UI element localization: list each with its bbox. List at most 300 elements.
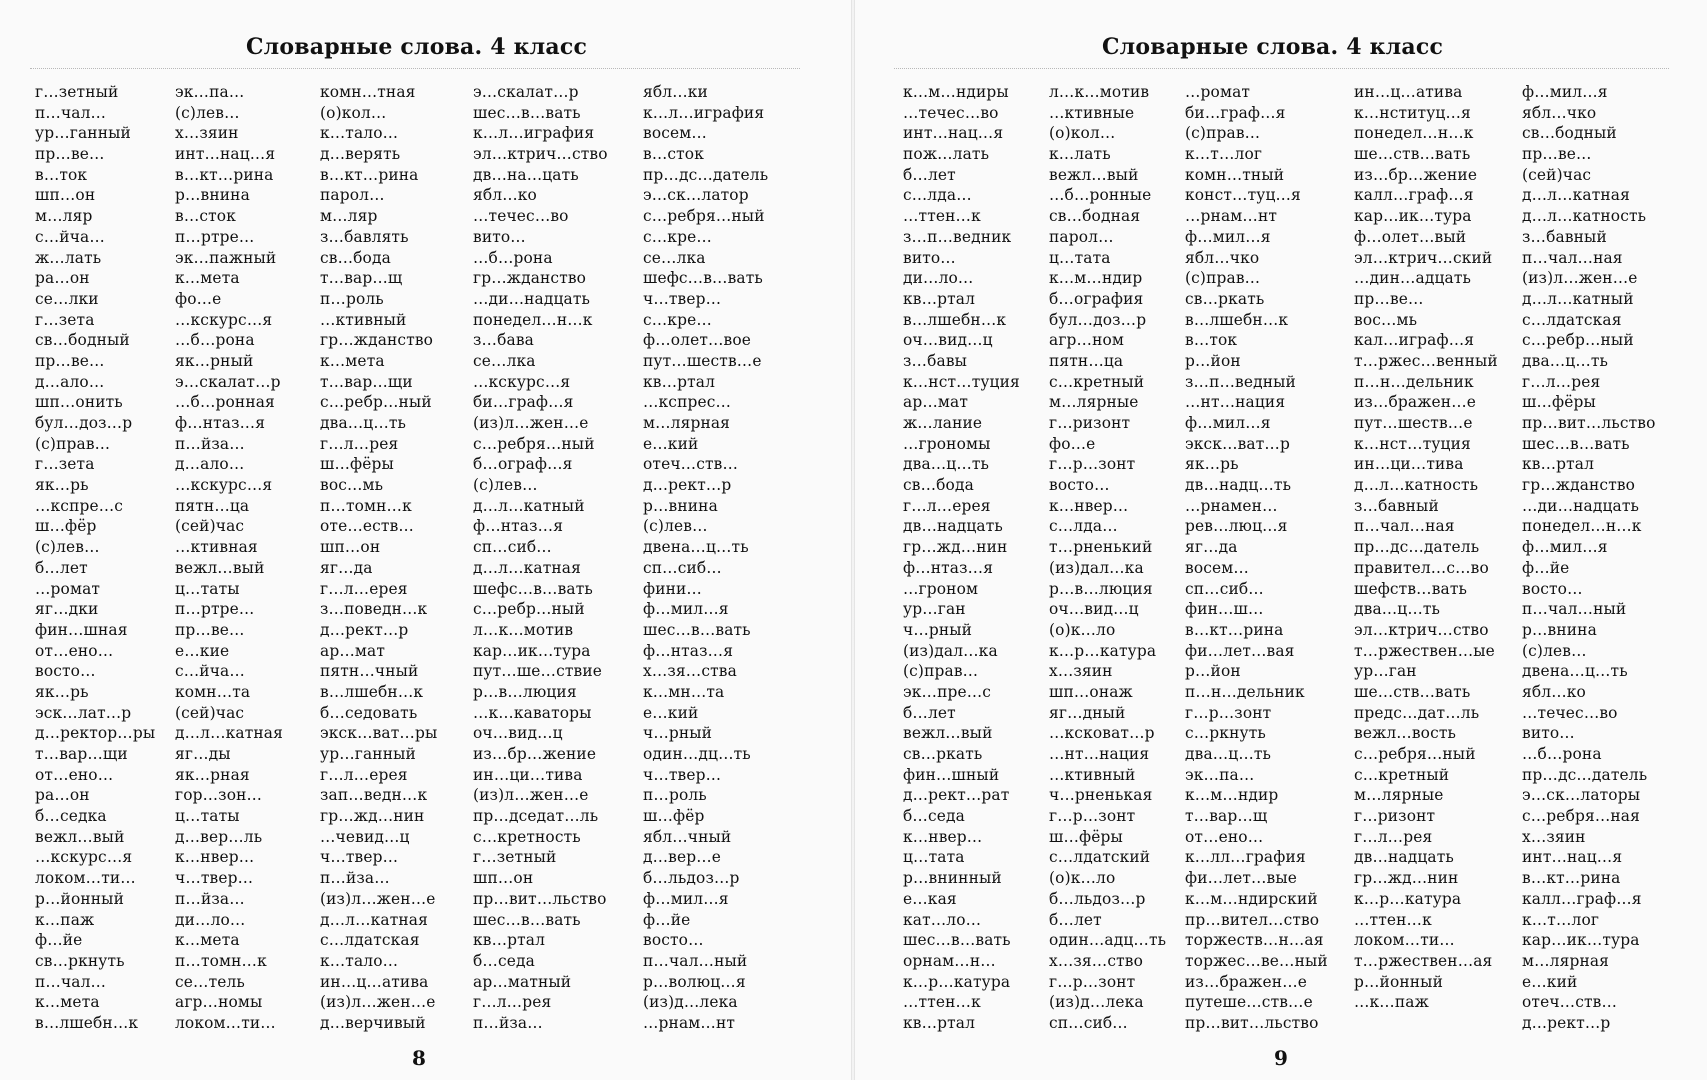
word-item: ф…олет…вый xyxy=(1354,227,1467,246)
word-item: к…тало… xyxy=(320,124,399,143)
word-item: фо…е xyxy=(175,289,222,308)
word-item: ф…нтаз…я xyxy=(473,517,564,536)
word-item: сп…сиб… xyxy=(1049,1013,1128,1032)
word-item: локом…ти… xyxy=(175,1013,276,1032)
word-item: к…р…катура xyxy=(1354,889,1462,908)
word-item: шефс…в…вать xyxy=(473,579,593,598)
word-item: яг…да xyxy=(1185,538,1238,557)
word-item: д…рект…рат xyxy=(903,786,1010,805)
word-item: р…йон xyxy=(1185,351,1241,370)
word-item: г…л…ерея xyxy=(903,496,991,515)
word-column-5 xyxy=(643,82,768,1034)
word-item: в…кт…рина xyxy=(1522,869,1621,888)
word-item: один…адц…ть xyxy=(1049,931,1167,950)
left-page xyxy=(0,0,853,1080)
word-item: инт…нац…я xyxy=(1522,848,1623,867)
word-item: (с)лев… xyxy=(1522,641,1587,660)
word-item: предс…дат…ль xyxy=(1354,703,1480,722)
word-item: инт…нац…я xyxy=(903,124,1004,143)
word-item: оч…вид…ц xyxy=(473,724,563,743)
word-item: …рнам…нт xyxy=(643,1013,736,1032)
word-item: (из)л…жен…е xyxy=(473,414,589,432)
word-item: фини… xyxy=(643,579,702,598)
word-item: вежл…вый xyxy=(35,827,125,846)
word-item: б…ограф…я xyxy=(473,455,573,474)
word-item: пр…ве… xyxy=(35,351,105,370)
word-item: ц…тата xyxy=(903,848,965,867)
word-item: би…граф…я xyxy=(473,393,574,412)
word-item: р…в…люция xyxy=(1049,579,1153,598)
word-item: с…ребр…ный xyxy=(320,393,432,412)
word-item: (о)к…ло xyxy=(1049,869,1116,888)
word-item: д…л…катный xyxy=(1522,289,1634,308)
word-item: д…л…катная xyxy=(320,910,428,929)
word-item: в…сток xyxy=(175,207,236,226)
word-item: дв…на…цать xyxy=(473,165,579,184)
word-item: в…ток xyxy=(35,165,88,184)
word-item: (из)дал…ка xyxy=(903,641,998,660)
word-item: р…волюц…я xyxy=(643,972,746,991)
word-item: д…верять xyxy=(320,145,401,164)
word-item: (о)кол… xyxy=(1049,124,1116,143)
word-item: би…граф…я xyxy=(1185,103,1286,122)
word-item: пр…ве… xyxy=(1522,145,1592,164)
word-item: к…мета xyxy=(35,993,100,1012)
word-item: фин…шный xyxy=(903,765,1000,784)
word-item: пут…ше…ствие xyxy=(473,662,602,681)
word-item: м…лярная xyxy=(643,414,731,432)
word-item: ш…фёры xyxy=(1522,393,1596,412)
word-item: в…кт…рина xyxy=(1185,620,1284,639)
word-item: …рнам…нт xyxy=(1185,207,1278,226)
word-item: …ди…надцать xyxy=(473,289,591,308)
word-item: св…бодная xyxy=(1049,207,1141,226)
word-item: ди…ло… xyxy=(175,910,246,929)
word-item: сп…сиб… xyxy=(473,538,552,557)
word-item: вос…мь xyxy=(320,476,384,495)
word-item: …течес…во xyxy=(473,207,569,226)
word-item: р…внина xyxy=(643,496,718,515)
word-item: калл…граф…я xyxy=(1522,889,1642,908)
word-item: х…зяин xyxy=(175,124,239,143)
word-item: …рнамен… xyxy=(1185,496,1278,515)
word-item: т…вар…щ xyxy=(1185,807,1268,826)
word-item: к…мета xyxy=(320,351,385,370)
word-item: парол… xyxy=(320,186,385,205)
word-item: х…зя…ство xyxy=(1049,951,1143,970)
word-item: комн…та xyxy=(175,682,251,701)
word-item: отеч…ств… xyxy=(1522,993,1617,1012)
word-item: гр…жд…нин xyxy=(903,538,1008,557)
word-item: ябл…ки xyxy=(643,83,708,101)
word-item: се…тель xyxy=(175,972,245,991)
word-item: г…л…рея xyxy=(320,434,399,453)
word-item: з…п…ведный xyxy=(1185,372,1296,391)
word-item: п…роль xyxy=(643,786,707,805)
word-item: ур…ган xyxy=(1354,662,1417,681)
word-item: дв…надцать xyxy=(903,517,1003,536)
word-item: вежл…вость xyxy=(1354,724,1457,743)
word-item: …кскурс…я xyxy=(175,476,273,495)
word-item: орнам…н… xyxy=(903,951,996,970)
word-item: оте…еств… xyxy=(320,517,414,536)
word-item: (сей)час xyxy=(1522,165,1592,184)
word-item: (из)л…жен…е xyxy=(320,993,436,1012)
word-item: …ктивный xyxy=(1049,765,1136,784)
word-item: пр…ве… xyxy=(175,620,245,639)
word-item: кар…ик…тура xyxy=(1354,207,1472,226)
word-item: от…ено… xyxy=(1185,827,1264,846)
word-item: от…ено… xyxy=(35,765,114,784)
word-item: …грономы xyxy=(903,434,991,453)
word-item: к…р…катура xyxy=(1049,641,1157,660)
word-item: рев…люц…я xyxy=(1185,517,1288,536)
word-item: т…ржествен…ые xyxy=(1354,641,1495,660)
word-item: ш…фёры xyxy=(320,455,394,474)
word-item: м…лярные xyxy=(1354,786,1444,805)
word-item: с…лда… xyxy=(903,186,972,205)
word-item: в…кт…рина xyxy=(175,165,274,184)
word-item: м…лярная xyxy=(1522,951,1610,970)
word-item: (о)кол… xyxy=(320,103,387,122)
word-item: …ктивные xyxy=(1049,103,1135,122)
word-item: п…н…дельник xyxy=(1354,372,1474,391)
word-item: понедел…н…к xyxy=(473,310,593,329)
word-item: …кскурс…я xyxy=(473,372,571,391)
word-item: дв…надцать xyxy=(1354,848,1454,867)
word-item: эк…пажный xyxy=(175,248,277,267)
word-item: фин…шная xyxy=(35,620,128,639)
word-item: восем… xyxy=(643,124,707,143)
word-item: э…ск…латоры xyxy=(1522,786,1641,805)
word-item: два…ц…ть xyxy=(1354,600,1441,619)
word-item: бул…доз…р xyxy=(1049,310,1147,329)
word-item: св…бодный xyxy=(35,331,130,350)
word-item: г…зетный xyxy=(473,848,557,867)
word-item: б…седка xyxy=(35,807,107,826)
word-item: д…л…катная xyxy=(473,558,581,577)
word-item: э…ск…латор xyxy=(643,186,749,205)
word-item: к…тало… xyxy=(320,951,399,970)
word-item: д…вер…е xyxy=(643,848,722,867)
word-item: св…ркать xyxy=(1185,289,1265,308)
word-item: кв…ртал xyxy=(1522,455,1595,474)
word-item: гр…жданство xyxy=(473,269,587,288)
word-item: к…лать xyxy=(1049,145,1111,164)
word-item: ябл…чко xyxy=(1522,103,1597,122)
word-item: экск…ват…р xyxy=(1185,434,1290,453)
word-item: м…ляр xyxy=(320,207,378,226)
word-item: двена…ц…ть xyxy=(1522,662,1628,681)
word-item: к…т…лог xyxy=(1522,910,1600,929)
word-item: с…лдатская xyxy=(1522,310,1622,329)
word-item: з…п…ведник xyxy=(903,227,1012,246)
word-item: с…кре… xyxy=(643,310,712,329)
word-item: п…чал… xyxy=(35,972,107,991)
word-item: к…нституц…я xyxy=(1354,103,1471,122)
word-item: …течес…во xyxy=(1522,703,1618,722)
word-item: кв…ртал xyxy=(903,1013,976,1032)
word-item: восто… xyxy=(35,662,96,681)
word-item: як…рь xyxy=(35,476,89,495)
word-item: п…чал…ная xyxy=(1522,248,1623,267)
word-item: т…рненький xyxy=(1049,538,1153,557)
word-item: шес…в…вать xyxy=(903,931,1011,950)
word-item: д…л…катная xyxy=(1522,186,1630,205)
word-item: два…ц…ть xyxy=(1522,351,1609,370)
word-item: ф…нтаз…я xyxy=(903,558,994,577)
word-item: д…рект…р xyxy=(1522,1013,1611,1032)
word-item: гр…жданство xyxy=(320,331,434,350)
word-item: с…йча… xyxy=(175,662,245,681)
word-item: с…кре… xyxy=(643,227,712,246)
word-item: ч…твер… xyxy=(320,848,399,867)
word-item: …б…рона xyxy=(473,248,553,267)
word-item: инт…нац…я xyxy=(175,145,276,164)
word-item: …б…ронные xyxy=(1049,186,1152,205)
word-item: ин…ци…тива xyxy=(473,765,583,784)
word-item: ш…фёры xyxy=(1049,827,1123,846)
word-item: л…к…мотив xyxy=(473,620,574,639)
word-item: сп…сиб… xyxy=(643,558,722,577)
word-item: …к…паж xyxy=(1354,993,1429,1012)
word-item: б…лет xyxy=(903,165,956,184)
word-item: …б…рона xyxy=(175,331,255,350)
word-item: е…кая xyxy=(903,889,957,908)
word-item: эл…ктрич…ство xyxy=(1354,620,1489,639)
word-item: р…йонный xyxy=(1354,972,1443,991)
word-item: ше…ств…вать xyxy=(1354,682,1471,701)
word-item: фи…лет…вая xyxy=(1185,641,1295,660)
word-item: к…мета xyxy=(175,931,240,950)
word-item: сп…сиб… xyxy=(1185,579,1264,598)
word-item: ар…мат xyxy=(320,641,385,660)
word-item: …кскурс…я xyxy=(175,310,273,329)
word-item: п…йза… xyxy=(175,434,245,453)
word-item: э…скалат…р xyxy=(175,372,281,391)
word-item: пятн…ца xyxy=(175,496,250,515)
word-item: г…л…ерея xyxy=(320,579,408,598)
word-item: (сей)час xyxy=(175,703,245,722)
word-item: ра…он xyxy=(35,786,90,805)
word-item: м…лярные xyxy=(1049,393,1139,412)
word-item: к…паж xyxy=(35,910,95,929)
word-item: п…йза… xyxy=(473,1013,543,1032)
word-item: б…льдоз…р xyxy=(643,869,740,888)
word-item: к…т…лог xyxy=(1185,145,1263,164)
word-item: в…ток xyxy=(1185,331,1238,350)
word-item: ур…ганный xyxy=(35,124,131,143)
word-item: с…ребря…ный xyxy=(473,434,595,453)
word-item: д…рект…р xyxy=(320,620,409,639)
word-item: экск…ват…ры xyxy=(320,724,438,743)
word-item: из…бр…жение xyxy=(1354,165,1478,184)
word-item: гр…жданство xyxy=(1522,476,1636,495)
word-item: св…ркнуть xyxy=(35,951,125,970)
word-item: …чевид…ц xyxy=(320,827,410,846)
word-item: шефств…вать xyxy=(1354,579,1468,598)
word-item: (с)лев… xyxy=(35,538,100,557)
word-item: ж…лание xyxy=(903,414,983,432)
word-item: пут…шеств…е xyxy=(1354,414,1473,432)
word-item: кал…играф…я xyxy=(1354,331,1475,350)
word-item: (из)д…лека xyxy=(643,993,738,1012)
word-item: п…ртре… xyxy=(175,227,255,246)
word-item: пр…дседат…ль xyxy=(473,807,599,826)
word-item: д…рект…р xyxy=(643,476,732,495)
word-item: г…л…рея xyxy=(1522,372,1601,391)
word-item: (с)прав… xyxy=(35,434,111,453)
word-item: к…р…катура xyxy=(903,972,1011,991)
word-item: м…ляр xyxy=(35,207,93,226)
word-item: г…зетный xyxy=(35,83,119,101)
right-page xyxy=(854,0,1707,1080)
word-item: ф…мил…я xyxy=(643,600,729,619)
word-item: п…йза… xyxy=(320,869,390,888)
word-item: з…бавный xyxy=(1354,496,1439,515)
word-item: (из)л…жен…е xyxy=(320,889,436,908)
word-item: пр…дс…датель xyxy=(643,165,769,184)
word-item: б…льдоз…р xyxy=(1049,889,1146,908)
word-item: як…рь xyxy=(35,682,89,701)
word-item: ур…ганный xyxy=(320,745,416,763)
word-item: ин…ц…атива xyxy=(1354,83,1463,101)
word-item: ин…ци…тива xyxy=(1354,455,1464,474)
word-item: св…ркать xyxy=(903,745,983,763)
word-item: х…зяин xyxy=(1522,827,1586,846)
word-item: из…бражен…е xyxy=(1354,393,1477,412)
word-item: к…м…ндиры xyxy=(903,83,1009,101)
word-item: се…лка xyxy=(473,351,536,370)
word-item: эл…ктрич…ство xyxy=(473,145,608,164)
word-item: пр…вит…льство xyxy=(1522,414,1656,432)
word-item: е…кий xyxy=(1522,972,1578,991)
word-item: г…л…ерея xyxy=(320,765,408,784)
word-item: один…дц…ть xyxy=(643,745,751,763)
word-item: е…кие xyxy=(175,641,230,660)
word-item: парол… xyxy=(1049,227,1114,246)
word-item: кат…ло… xyxy=(903,910,982,929)
word-item: б…седа xyxy=(903,807,965,826)
word-item: ф…мил…я xyxy=(1522,83,1608,101)
word-item: ч…твер… xyxy=(643,289,722,308)
word-column-3 xyxy=(1185,82,1328,1034)
word-item: оч…вид…ц xyxy=(903,331,993,350)
word-item: эск…лат…р xyxy=(35,703,132,722)
word-item: ф…мил…я xyxy=(1185,227,1271,246)
word-item: ф…мил…я xyxy=(1185,414,1271,432)
title-divider xyxy=(30,68,800,69)
word-item: п…ртре… xyxy=(175,600,255,619)
word-item: (из)дал…ка xyxy=(1049,558,1144,577)
word-item: п…чал…ный xyxy=(1522,600,1627,619)
word-item: пож…лать xyxy=(903,145,990,164)
word-item: ф…мил…я xyxy=(643,889,729,908)
word-item: с…кретный xyxy=(1354,765,1450,784)
word-item: г…р…зонт xyxy=(1049,972,1136,991)
word-item: (из)д…лека xyxy=(1049,993,1144,1012)
word-item: понедел…н…к xyxy=(1522,517,1642,536)
word-item: т…вар…щи xyxy=(320,372,413,391)
word-item: р…внинный xyxy=(903,869,1002,888)
word-item: т…вар…щ xyxy=(320,269,403,288)
title-divider xyxy=(894,68,1669,69)
word-item: ар…мат xyxy=(903,393,968,412)
word-item: г…р…зонт xyxy=(1049,807,1136,826)
word-item: п…чал…ная xyxy=(1354,517,1455,536)
word-item: яг…ды xyxy=(175,745,231,763)
word-item: с…ребря…ный xyxy=(643,207,765,226)
word-item: кар…ик…тура xyxy=(473,641,591,660)
word-item: к…мн…та xyxy=(643,682,725,701)
word-item: бул…доз…р xyxy=(35,414,133,432)
word-item: як…рный xyxy=(175,351,254,370)
word-item: …ксковат…р xyxy=(1049,724,1155,743)
word-item: восто… xyxy=(1049,476,1110,495)
word-item: агр…ном xyxy=(1049,331,1125,350)
word-item: ч…рный xyxy=(643,724,713,743)
word-item: ш…фёр xyxy=(643,807,705,826)
word-item: ф…нтаз…я xyxy=(643,641,734,660)
word-item: ди…ло… xyxy=(903,269,974,288)
word-item: се…лка xyxy=(643,248,706,267)
word-item: с…ребря…ный xyxy=(1354,745,1476,763)
word-item: с…кретность xyxy=(473,827,581,846)
word-item: два…ц…ть xyxy=(320,414,407,432)
word-item: фин…ш… xyxy=(1185,600,1264,619)
word-item: ч…рный xyxy=(903,620,973,639)
word-item: к…мета xyxy=(175,269,240,288)
word-item: конст…туц…я xyxy=(1185,186,1301,205)
word-item: с…ркнуть xyxy=(1185,724,1266,743)
word-item: пр…ве… xyxy=(35,145,105,164)
word-item: двена…ц…ть xyxy=(643,538,749,557)
word-item: дв…надц…ть xyxy=(1185,476,1292,495)
word-item: г…л…рея xyxy=(1354,827,1433,846)
word-item: г…зета xyxy=(35,310,95,329)
word-item: ц…тата xyxy=(1049,248,1111,267)
word-item: г…ризонт xyxy=(1049,414,1131,432)
word-item: к…нвер… xyxy=(175,848,255,867)
word-item: вито… xyxy=(473,227,526,246)
word-item: (с)прав… xyxy=(903,662,979,681)
word-item: с…лдатская xyxy=(320,931,420,950)
word-item: ябл…ко xyxy=(473,186,537,205)
word-item: б…лет xyxy=(35,558,88,577)
word-item: два…ц…ть xyxy=(903,455,990,474)
word-item: оч…вид…ц xyxy=(1049,600,1139,619)
word-item: …б…рона xyxy=(1522,745,1602,763)
word-item: пр…вит…льство xyxy=(473,889,607,908)
word-column-2 xyxy=(175,82,283,1034)
word-item: шп…он xyxy=(35,186,96,205)
word-item: т…вар…щи xyxy=(35,745,128,763)
word-item: с…лдатский xyxy=(1049,848,1151,867)
word-item: шес…в…вать xyxy=(643,620,751,639)
word-item: пятн…ца xyxy=(1049,351,1124,370)
word-item: п…н…дельник xyxy=(1185,682,1305,701)
word-item: ч…твер… xyxy=(175,869,254,888)
word-item: ф…йе xyxy=(643,910,691,929)
word-item: фи…лет…вые xyxy=(1185,869,1298,888)
word-item: шес…в…вать xyxy=(473,910,581,929)
word-item: кар…ик…тура xyxy=(1522,931,1640,950)
word-item: шп…онить xyxy=(35,393,123,412)
word-item: шп…он xyxy=(320,538,381,557)
word-item: кв…ртал xyxy=(643,372,716,391)
word-item: св…бода xyxy=(320,248,391,267)
word-item: р…внина xyxy=(175,186,250,205)
